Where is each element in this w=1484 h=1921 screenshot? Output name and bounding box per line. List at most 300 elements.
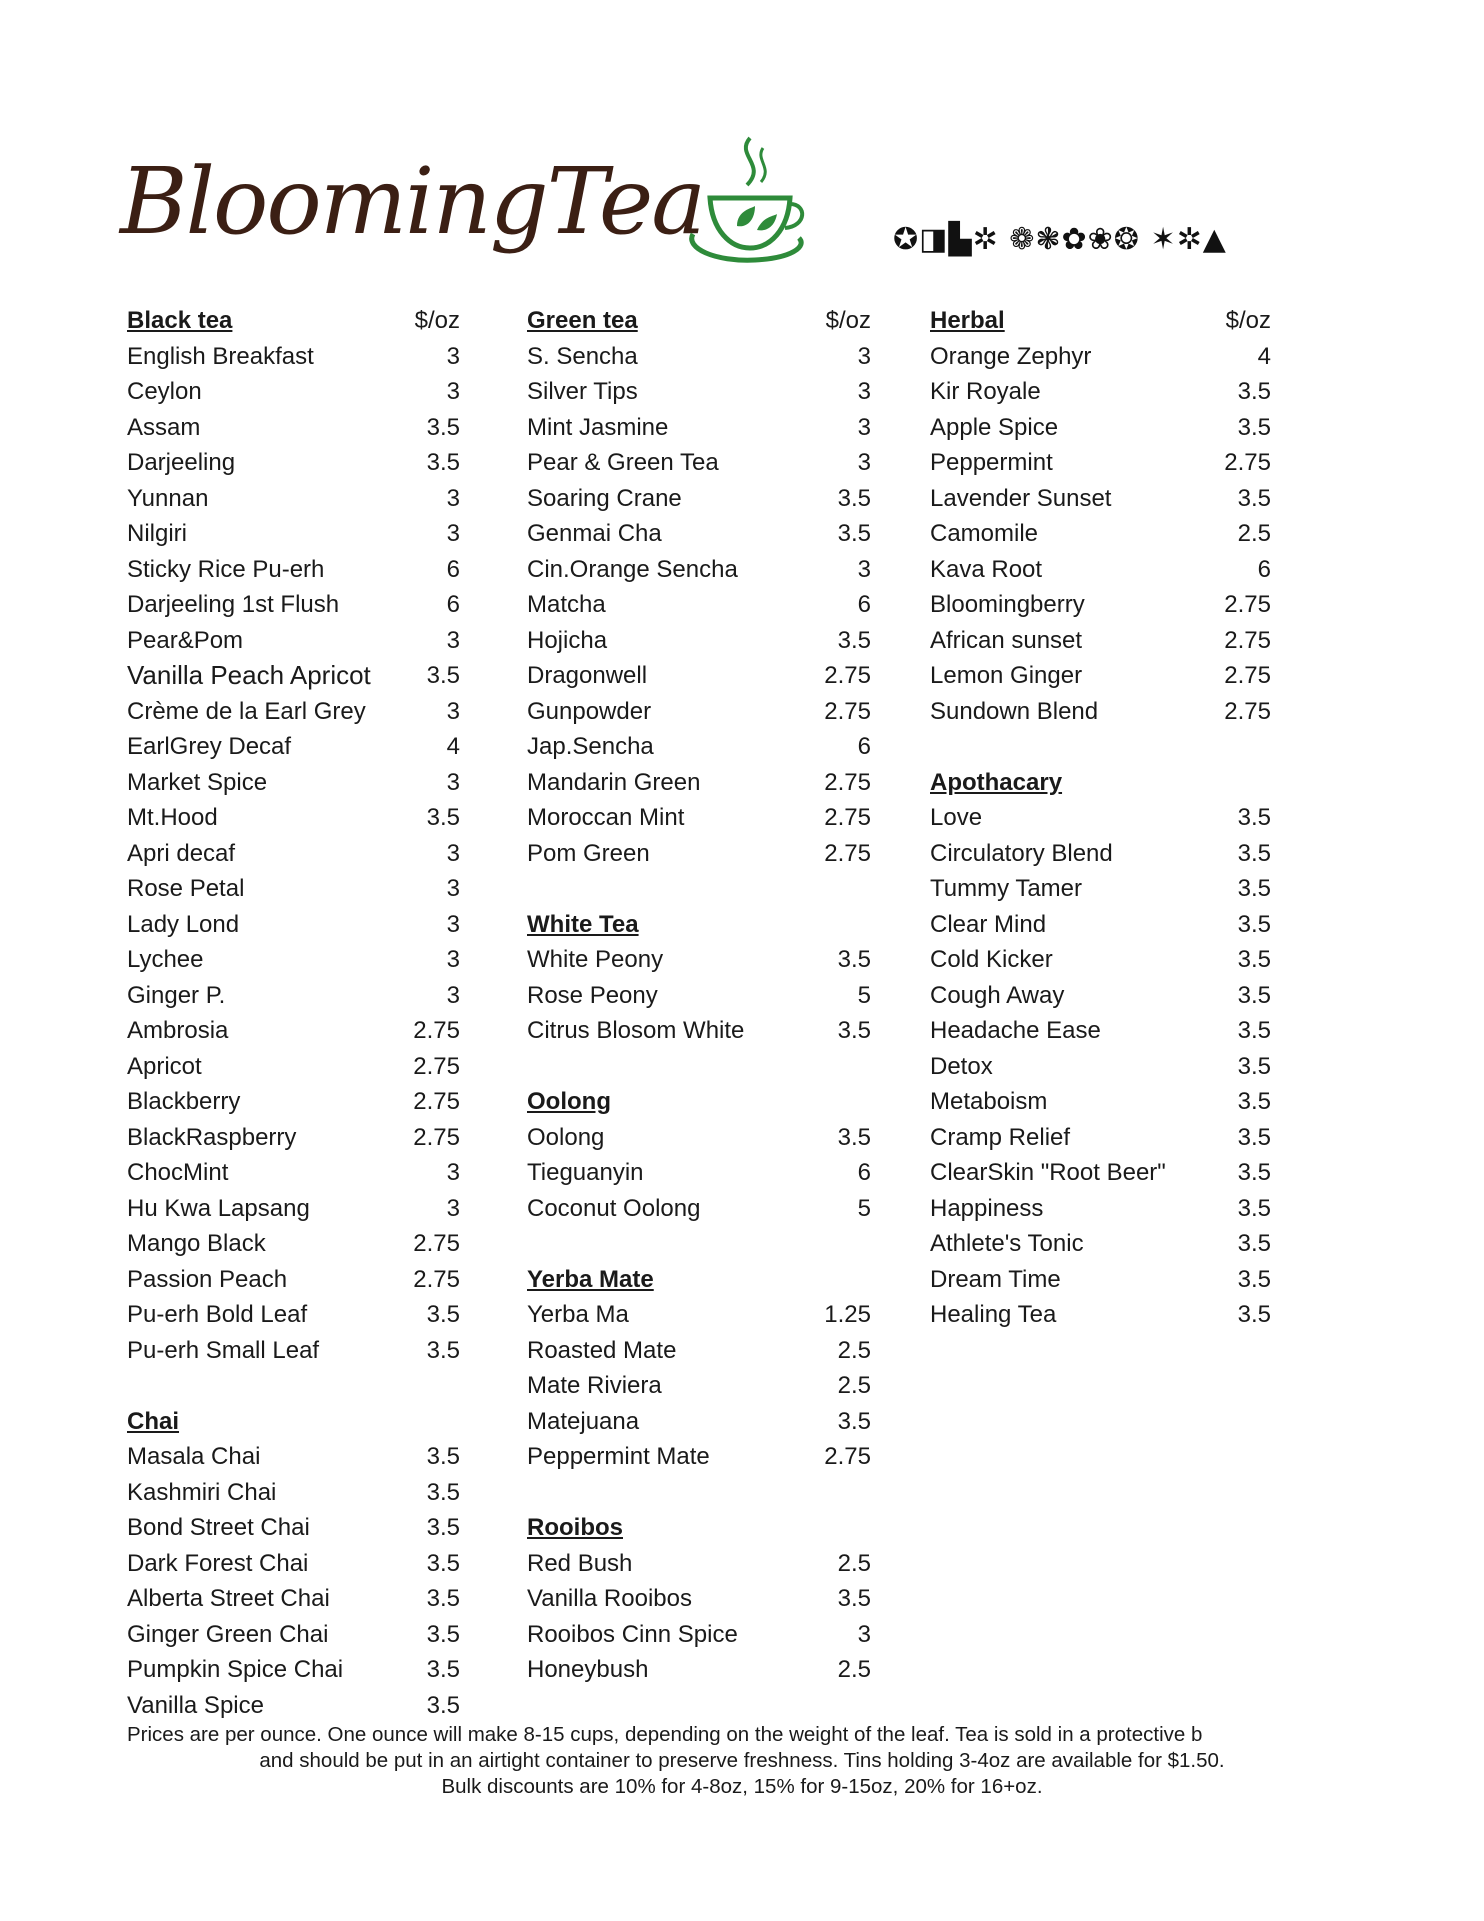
item-price: 3.5	[1237, 1159, 1271, 1186]
item-price: 2.5	[1237, 520, 1271, 547]
item-name: BlackRaspberry	[127, 1123, 297, 1151]
item-price: 3.5	[1237, 484, 1271, 512]
menu-item	[527, 1368, 871, 1404]
menu-item	[527, 1652, 871, 1688]
menu-item	[127, 552, 460, 588]
item-price: 3.5	[426, 804, 460, 831]
section-title: Chai	[127, 1407, 180, 1435]
item-name: Bond Street Chai	[127, 1514, 310, 1541]
item-name: Vanilla Spice	[127, 1691, 264, 1719]
menu-item	[127, 871, 460, 907]
menu-item	[127, 1581, 460, 1617]
menu-item	[127, 1297, 460, 1333]
menu-item	[127, 1688, 460, 1724]
item-name: Matcha	[527, 591, 606, 618]
menu-item	[527, 410, 871, 446]
menu-item	[527, 1297, 871, 1333]
column-green-white-oolong-mate-rooibos	[527, 303, 871, 1688]
item-price: 3	[857, 413, 871, 441]
item-name: Happiness	[930, 1194, 1044, 1222]
section-title: Green tea	[527, 307, 638, 334]
item-price: 3.5	[426, 449, 460, 476]
item-price: 3	[446, 875, 460, 902]
menu-item	[127, 765, 460, 801]
menu-item	[127, 339, 460, 375]
item-name: Tummy Tamer	[930, 875, 1083, 902]
item-name: Ginger P.	[127, 981, 226, 1009]
menu-item	[127, 658, 460, 694]
menu-item	[527, 1155, 871, 1191]
item-name: Hu Kwa Lapsang	[127, 1194, 310, 1222]
item-price: 3	[857, 378, 871, 405]
item-price: 2.75	[413, 1123, 460, 1151]
menu-item	[527, 623, 871, 659]
menu-item	[930, 587, 1271, 623]
item-price: 3.5	[1237, 1301, 1271, 1328]
item-price: 2.75	[824, 697, 871, 725]
item-name: Pu-erh Bold Leaf	[127, 1301, 308, 1328]
item-price: 3.5	[837, 484, 871, 512]
item-price: 4	[1257, 342, 1271, 370]
item-price: 5	[857, 981, 871, 1009]
item-name: Peppermint	[930, 449, 1053, 476]
section-title: Rooibos	[527, 1514, 623, 1541]
item-price: 3	[857, 449, 871, 476]
menu-item	[527, 765, 871, 801]
item-name: Crème de la Earl Grey	[127, 697, 366, 725]
item-name: Pear & Green Tea	[527, 449, 719, 476]
item-price: 3	[446, 1159, 460, 1186]
item-price: 3.5	[426, 1336, 460, 1364]
item-price: 3.5	[1237, 1052, 1271, 1080]
item-name: Healing Tea	[930, 1301, 1057, 1328]
spacer	[527, 1226, 871, 1262]
item-name: Circulatory Blend	[930, 839, 1113, 867]
item-price: 2.5	[837, 1549, 871, 1577]
column-black-tea-chai	[127, 303, 460, 1723]
item-name: EarlGrey Decaf	[127, 733, 292, 760]
section-heading	[527, 1262, 871, 1298]
menu-item	[930, 694, 1271, 730]
item-name: Apri decaf	[127, 839, 236, 867]
item-price: 3.5	[1237, 981, 1271, 1009]
item-price: 3	[446, 768, 460, 796]
item-name: Silver Tips	[527, 378, 638, 405]
item-price: 3	[857, 555, 871, 583]
menu-item	[527, 374, 871, 410]
menu-item	[930, 623, 1271, 659]
item-name: White Peony	[527, 946, 664, 973]
item-price: 3.5	[837, 1017, 871, 1044]
item-price: 3.5	[426, 1585, 460, 1612]
menu-item	[127, 800, 460, 836]
item-name: Rose Peony	[527, 981, 658, 1009]
item-price: 2.75	[824, 839, 871, 867]
item-price: 6	[446, 555, 460, 583]
item-name: Gunpowder	[527, 697, 652, 725]
item-name: Vanilla Rooibos	[527, 1585, 692, 1612]
spacer	[527, 1049, 871, 1085]
item-price: 6	[857, 1159, 871, 1186]
item-name: Cold Kicker	[930, 946, 1053, 973]
item-name: Clear Mind	[930, 910, 1047, 938]
section-heading	[127, 1404, 460, 1440]
menu-item	[527, 729, 871, 765]
menu-item	[527, 1617, 871, 1653]
item-name: Detox	[930, 1052, 993, 1080]
item-name: Citrus Blosom White	[527, 1017, 745, 1044]
item-name: Rose Petal	[127, 875, 245, 902]
item-name: Masala Chai	[127, 1443, 261, 1470]
brand-logo	[120, 130, 820, 280]
item-name: Apple Spice	[930, 413, 1059, 441]
section-title: Oolong	[527, 1088, 611, 1115]
item-price: 6	[1257, 555, 1271, 583]
item-name: Hojicha	[527, 626, 608, 654]
section-title: Yerba Mate	[527, 1265, 654, 1293]
item-price: 3.5	[837, 1585, 871, 1612]
menu-item	[127, 481, 460, 517]
price-unit-label: $/oz	[1225, 307, 1271, 334]
item-name: Ceylon	[127, 378, 202, 405]
menu-item	[127, 836, 460, 872]
item-name: Soaring Crane	[527, 484, 682, 512]
item-price: 3	[446, 839, 460, 867]
menu-item	[930, 374, 1271, 410]
item-name: Headache Ease	[930, 1017, 1101, 1044]
item-price: 3	[446, 342, 460, 370]
section-title: Black tea	[127, 307, 233, 334]
item-price: 3.5	[837, 1407, 871, 1435]
menu-item	[527, 339, 871, 375]
teacup-icon	[675, 130, 810, 270]
item-price: 4	[446, 733, 460, 760]
menu-item	[930, 800, 1271, 836]
item-name: Dream Time	[930, 1265, 1061, 1293]
menu-item	[127, 978, 460, 1014]
item-price: 3.5	[1237, 804, 1271, 831]
item-price: 3.5	[1237, 1123, 1271, 1151]
item-name: Love	[930, 804, 983, 831]
menu-item	[527, 1581, 871, 1617]
item-name: Sundown Blend	[930, 697, 1099, 725]
item-name: Honeybush	[527, 1656, 649, 1683]
item-name: ChocMint	[127, 1159, 229, 1186]
item-price: 2.75	[1224, 591, 1271, 618]
section-title: White Tea	[527, 910, 639, 938]
menu-item	[930, 552, 1271, 588]
item-name: Nilgiri	[127, 520, 187, 547]
menu-item	[127, 374, 460, 410]
menu-item	[127, 410, 460, 446]
item-price: 2.75	[1224, 449, 1271, 476]
item-name: Pu-erh Small Leaf	[127, 1336, 320, 1364]
menu-item	[127, 1084, 460, 1120]
item-price: 2.75	[413, 1230, 460, 1257]
menu-item	[127, 942, 460, 978]
menu-item	[127, 1475, 460, 1511]
menu-item	[930, 907, 1271, 943]
item-name: Mandarin Green	[527, 768, 701, 796]
item-price: 3.5	[426, 1443, 460, 1470]
item-price: 3.5	[426, 1691, 460, 1719]
item-price: 3	[446, 697, 460, 725]
item-name: Market Spice	[127, 768, 268, 796]
item-price: 2.5	[837, 1372, 871, 1399]
item-name: Cough Away	[930, 981, 1065, 1009]
item-price: 5	[857, 1194, 871, 1222]
item-price: 3	[446, 626, 460, 654]
menu-item	[127, 694, 460, 730]
item-name: English Breakfast	[127, 342, 314, 370]
menu-item	[527, 978, 871, 1014]
item-price: 2.75	[824, 1443, 871, 1470]
item-name: Blackberry	[127, 1088, 241, 1115]
price-unit-label: $/oz	[825, 307, 871, 334]
menu-item	[930, 942, 1271, 978]
menu-item	[127, 1120, 460, 1156]
item-price: 3.5	[1237, 413, 1271, 441]
menu-item	[527, 836, 871, 872]
spacer	[527, 871, 871, 907]
item-name: Kashmiri Chai	[127, 1478, 277, 1506]
menu-item	[527, 445, 871, 481]
item-name: Cin.Orange Sencha	[527, 555, 738, 583]
item-name: ClearSkin "Root Beer"	[930, 1159, 1166, 1186]
item-price: 2.75	[1224, 626, 1271, 654]
item-name: Metaboism	[930, 1088, 1048, 1115]
menu-item	[930, 1013, 1271, 1049]
item-name: Pumpkin Spice Chai	[127, 1656, 344, 1683]
menu-item	[930, 1226, 1271, 1262]
item-price: 1.25	[824, 1301, 871, 1328]
item-name: Apricot	[127, 1052, 202, 1080]
item-name: Mango Black	[127, 1230, 266, 1257]
item-price: 3.5	[837, 626, 871, 654]
menu-item	[527, 694, 871, 730]
menu-item	[527, 1546, 871, 1582]
item-price: 2.75	[413, 1052, 460, 1080]
item-price: 3.5	[1237, 910, 1271, 938]
menu-item	[930, 1297, 1271, 1333]
item-price: 3	[857, 342, 871, 370]
item-price: 3	[446, 910, 460, 938]
menu-item	[930, 445, 1271, 481]
pricing-note-line-2: and should be put in an airtight container to preserve freshness. Tins holding 3-4oz are available for $1.50.	[259, 1749, 1225, 1772]
section-heading	[127, 303, 460, 339]
column-herbal-apothacary	[930, 303, 1271, 1333]
menu-item	[527, 1404, 871, 1440]
item-price: 3	[446, 520, 460, 547]
item-name: Kava Root	[930, 555, 1043, 583]
menu-item	[930, 836, 1271, 872]
item-name: Oolong	[527, 1123, 605, 1151]
item-price: 3.5	[837, 946, 871, 973]
item-price: 3	[446, 484, 460, 512]
menu-item	[930, 1191, 1271, 1227]
item-name: Dark Forest Chai	[127, 1549, 309, 1577]
menu-item	[930, 1120, 1271, 1156]
item-name: Passion Peach	[127, 1265, 288, 1293]
item-price: 3.5	[1237, 875, 1271, 902]
item-name: Alberta Street Chai	[127, 1585, 330, 1612]
item-price: 2.75	[413, 1265, 460, 1293]
item-name: Pom Green	[527, 839, 650, 867]
pricing-note-line-3: Bulk discounts are 10% for 4-8oz, 15% for 9-15oz, 20% for 16+oz.	[441, 1775, 1043, 1798]
item-price: 2.5	[837, 1336, 871, 1364]
menu-item	[127, 1191, 460, 1227]
item-price: 3	[446, 378, 460, 405]
item-price: 3.5	[426, 1549, 460, 1577]
menu-item	[127, 1617, 460, 1653]
item-name: Matejuana	[527, 1407, 640, 1435]
menu-item	[127, 1510, 460, 1546]
menu-item	[527, 1013, 871, 1049]
item-name: Mate Riviera	[527, 1372, 662, 1399]
item-name: Lychee	[127, 946, 204, 973]
item-price: 3.5	[426, 1620, 460, 1648]
item-name: Coconut Oolong	[527, 1194, 701, 1222]
item-price: 3	[446, 946, 460, 973]
pricing-note	[0, 1722, 1484, 1800]
item-price: 3	[446, 981, 460, 1009]
item-name: Cramp Relief	[930, 1123, 1071, 1151]
menu-item	[527, 800, 871, 836]
menu-item	[127, 445, 460, 481]
item-name: Yerba Ma	[527, 1301, 629, 1328]
menu-item	[527, 658, 871, 694]
item-price: 6	[857, 591, 871, 618]
brand-wordmark: BloomingTea	[120, 148, 705, 255]
menu-item	[930, 871, 1271, 907]
item-price: 2.75	[1224, 697, 1271, 725]
menu-item	[127, 729, 460, 765]
item-price: 6	[446, 591, 460, 618]
item-name: Moroccan Mint	[527, 804, 685, 831]
menu-item	[127, 1439, 460, 1475]
menu-item	[527, 1120, 871, 1156]
item-name: Mt.Hood	[127, 804, 218, 831]
menu-item	[127, 1546, 460, 1582]
item-name: Darjeeling 1st Flush	[127, 591, 340, 618]
menu-item	[127, 1226, 460, 1262]
item-name: African sunset	[930, 626, 1083, 654]
item-price: 3.5	[426, 413, 460, 441]
item-name: Dragonwell	[527, 662, 648, 689]
menu-item	[127, 1049, 460, 1085]
item-name: Red Bush	[527, 1549, 633, 1577]
menu-item	[127, 1262, 460, 1298]
menu-item	[930, 516, 1271, 552]
menu-item	[930, 410, 1271, 446]
item-price: 3.5	[426, 1514, 460, 1541]
item-name: Lady Lond	[127, 910, 240, 938]
item-name: Peppermint Mate	[527, 1443, 710, 1470]
menu-item	[930, 1262, 1271, 1298]
item-price: 2.75	[413, 1017, 460, 1044]
menu-item	[527, 1191, 871, 1227]
item-price: 3.5	[837, 520, 871, 547]
item-price: 3.5	[1237, 946, 1271, 973]
item-price: 3.5	[1237, 1230, 1271, 1257]
menu-item	[527, 1439, 871, 1475]
item-name: Sticky Rice Pu-erh	[127, 555, 325, 583]
item-price: 3.5	[426, 1656, 460, 1683]
item-name: Mint Jasmine	[527, 413, 669, 441]
item-name: S. Sencha	[527, 342, 638, 370]
item-name: Orange Zephyr	[930, 342, 1092, 370]
item-price: 3.5	[426, 662, 460, 689]
menu-item	[930, 978, 1271, 1014]
menu-item	[527, 942, 871, 978]
section-heading	[930, 765, 1271, 801]
spacer	[127, 1368, 460, 1404]
menu-item	[527, 552, 871, 588]
item-price: 2.75	[824, 768, 871, 796]
item-name: Athlete's Tonic	[930, 1230, 1084, 1257]
menu-item	[127, 1333, 460, 1369]
item-price: 2.75	[1224, 662, 1271, 689]
item-name: Genmai Cha	[527, 520, 662, 547]
item-name: Kir Royale	[930, 378, 1041, 405]
menu-item	[527, 481, 871, 517]
section-title: Apothacary	[930, 768, 1063, 796]
item-price: 3.5	[1237, 1088, 1271, 1115]
item-price: 6	[857, 733, 871, 760]
pricing-note-line-1: Prices are per ounce. One ounce will make 8-15 cups, depending on the weight of the leaf. Tea is sold in a protective b	[127, 1723, 1203, 1746]
item-price: 3.5	[1237, 1017, 1271, 1044]
item-price: 3.5	[426, 1301, 460, 1328]
menu-item	[527, 516, 871, 552]
item-name: Vanilla Peach Apricot	[127, 660, 371, 690]
item-price: 3.5	[1237, 839, 1271, 867]
menu-item	[930, 1155, 1271, 1191]
item-name: Ambrosia	[127, 1017, 229, 1044]
item-name: Lavender Sunset	[930, 484, 1112, 512]
section-heading	[527, 303, 871, 339]
menu-item	[127, 516, 460, 552]
item-price: 3	[446, 1194, 460, 1222]
dingbat-heading: ✪◨▙✲ ❁❃✿❀❂ ✶✲▲	[893, 222, 1227, 257]
section-heading	[527, 1084, 871, 1120]
spacer	[930, 729, 1271, 765]
item-name: Assam	[127, 413, 201, 441]
item-price: 3.5	[837, 1123, 871, 1151]
menu-item	[930, 1084, 1271, 1120]
item-price: 3.5	[1237, 378, 1271, 405]
item-name: Darjeeling	[127, 449, 236, 476]
item-price: 2.5	[837, 1656, 871, 1683]
menu-item	[127, 1155, 460, 1191]
menu-item	[127, 1013, 460, 1049]
menu-item	[127, 1652, 460, 1688]
menu-item	[930, 339, 1271, 375]
menu-item	[127, 623, 460, 659]
item-price: 3.5	[1237, 1265, 1271, 1293]
spacer	[527, 1475, 871, 1511]
item-price: 2.75	[824, 804, 871, 831]
section-heading	[527, 907, 871, 943]
item-price: 3.5	[1237, 1194, 1271, 1222]
item-name: Ginger Green Chai	[127, 1620, 329, 1648]
section-heading	[930, 303, 1271, 339]
menu-item	[127, 907, 460, 943]
item-name: Bloomingberry	[930, 591, 1085, 618]
item-name: Tieguanyin	[527, 1159, 644, 1186]
menu-item	[527, 1333, 871, 1369]
menu-item	[930, 481, 1271, 517]
item-name: Rooibos Cinn Spice	[527, 1620, 738, 1648]
